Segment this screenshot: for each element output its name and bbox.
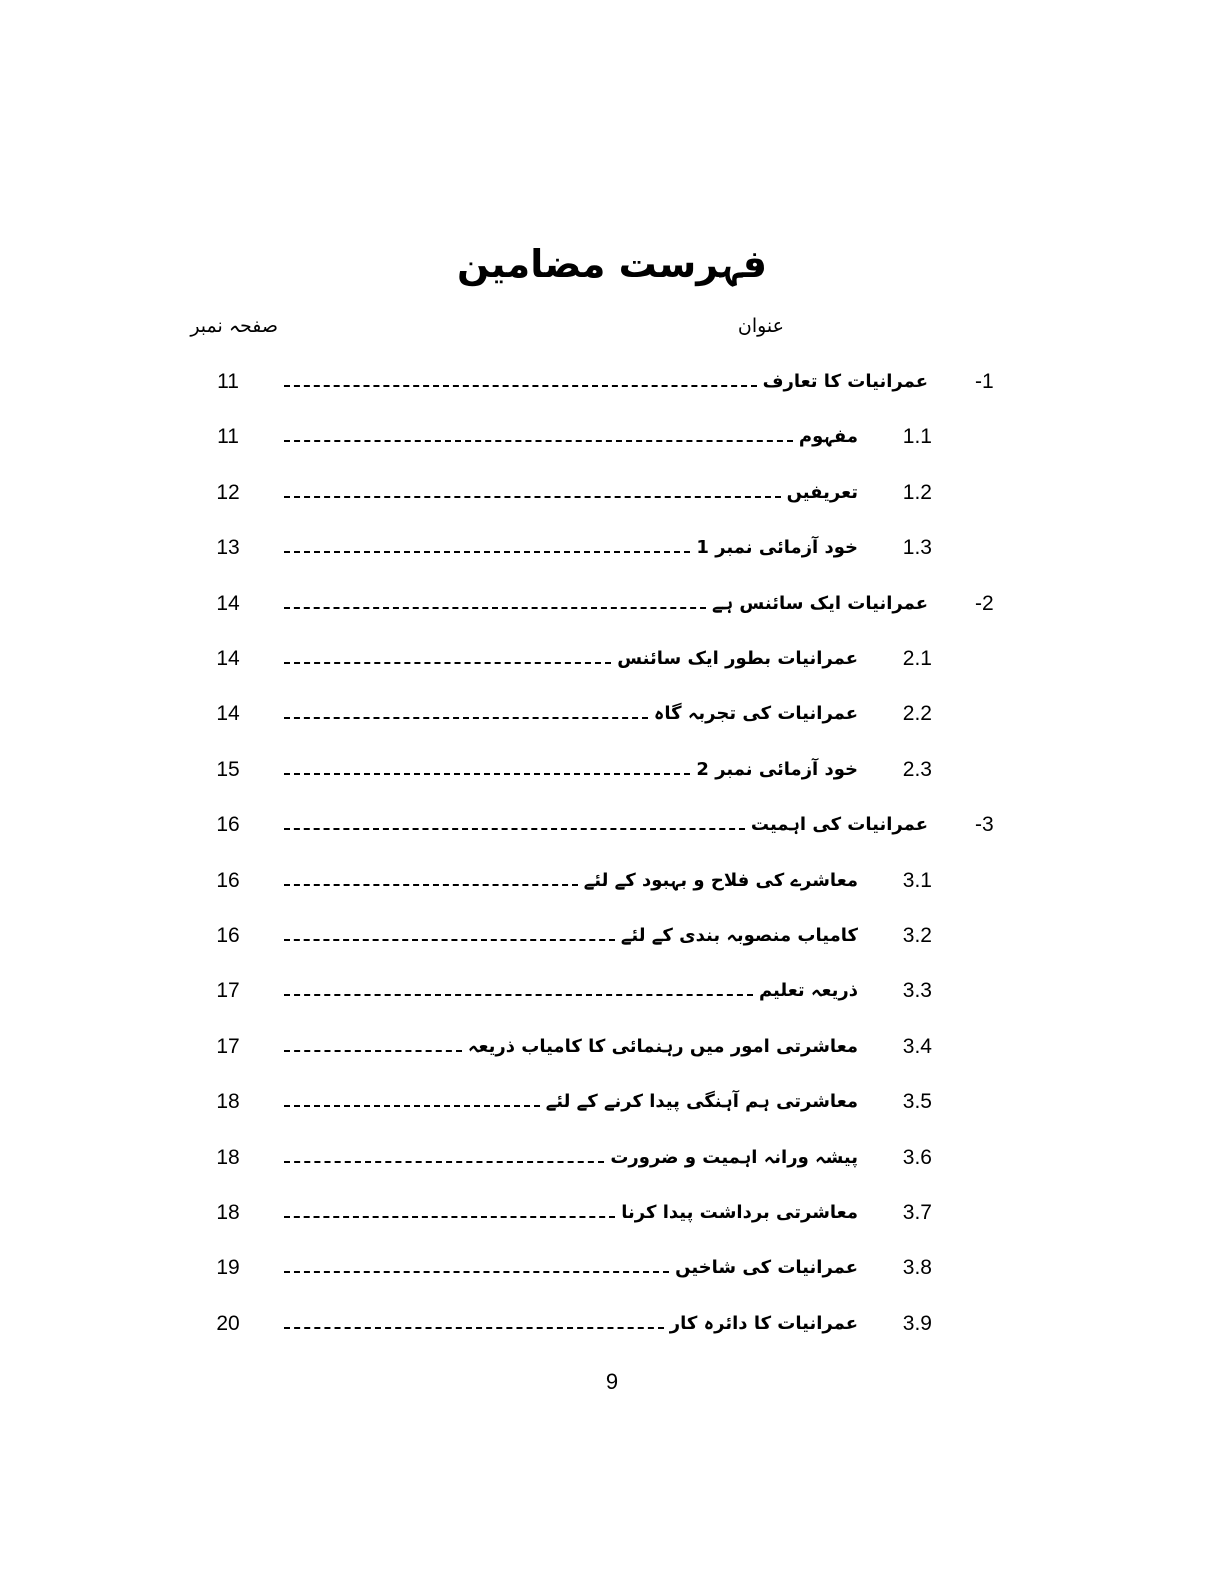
entry-page-number: 14 [216, 647, 240, 670]
dotted-leader [284, 1271, 669, 1273]
entry-title: پیشہ ورانہ اہمیت و ضرورت [610, 1146, 858, 1168]
entry-title: عمرانیات کا دائرہ کار [669, 1312, 858, 1334]
toc-entry[interactable] [0, 631, 1224, 687]
entry-title-with-leader [284, 1080, 858, 1124]
entry-title-with-leader [284, 748, 858, 792]
section-number: 1.2 [902, 480, 932, 504]
toc-entry[interactable] [0, 409, 1224, 465]
entry-title: معاشرتی برداشت پیدا کرنا [621, 1202, 858, 1223]
section-number: 1.1 [902, 425, 932, 449]
section-number: 3.4 [902, 1034, 932, 1058]
toc-entry[interactable] [0, 1240, 1224, 1296]
section-number: 3.3 [902, 979, 932, 1003]
section-number: 3.7 [902, 1201, 932, 1224]
entry-title: عمرانیات ایک سائنس ہے [712, 592, 928, 614]
entry-page-number: 16 [216, 924, 240, 947]
toc-entry[interactable] [0, 1074, 1224, 1130]
chapter-number: -2 [975, 591, 994, 615]
section-number: 2.1 [902, 647, 932, 670]
entry-page-number: 16 [216, 813, 240, 837]
entry-page-number: 15 [216, 757, 240, 781]
toc-entry[interactable] [0, 354, 1224, 410]
dotted-leader [284, 717, 648, 719]
toc-entry[interactable] [0, 797, 1224, 853]
entry-title: خود آزمائی نمبر 1 [696, 537, 858, 559]
section-number: 3.6 [902, 1145, 932, 1169]
entry-title: عمرانیات کا تعارف [762, 371, 928, 392]
entry-title-with-leader [284, 859, 858, 903]
toc-entry[interactable] [0, 520, 1224, 576]
entry-title: مفہوم [798, 426, 858, 448]
entry-page-number: 11 [217, 425, 239, 449]
toc-entry[interactable] [0, 1019, 1224, 1075]
toc-entry[interactable] [0, 686, 1224, 742]
dotted-leader [284, 662, 611, 664]
dotted-leader [284, 1216, 615, 1218]
toc-entry[interactable] [0, 1296, 1224, 1352]
dotted-leader [284, 385, 757, 387]
entry-page-number: 16 [216, 868, 240, 892]
toc-entry[interactable] [0, 465, 1224, 521]
entry-title: معاشرتی ہم آہنگی پیدا کرنے کے لئے [545, 1091, 858, 1113]
section-number: 2.3 [902, 757, 932, 781]
entry-page-number: 14 [216, 702, 240, 726]
dotted-leader [284, 884, 578, 886]
entry-title-with-leader [284, 692, 858, 736]
entry-page-number: 14 [216, 591, 240, 615]
chapter-number: -1 [975, 370, 994, 393]
title-column-header: عنوان [737, 315, 784, 337]
entry-page-number: 11 [217, 370, 239, 393]
entry-title: معاشرے کی فلاح و بہبود کے لئے [583, 869, 858, 891]
toc-entry[interactable] [0, 576, 1224, 632]
entry-page-number: 17 [216, 979, 240, 1003]
dotted-leader [284, 1105, 540, 1107]
section-number: 3.5 [902, 1090, 932, 1114]
entry-title: عمرانیات بطور ایک سائنس [617, 648, 858, 669]
section-number: 3.2 [902, 924, 932, 947]
section-number: 1.3 [902, 536, 932, 560]
toc-entry[interactable] [0, 1185, 1224, 1241]
entry-title-with-leader [284, 803, 928, 847]
entry-title: معاشرتی امور میں رہنمائی کا کامیاب ذریعہ [467, 1035, 858, 1057]
dotted-leader [284, 496, 781, 498]
entry-title-with-leader [284, 360, 928, 404]
toc-entry[interactable] [0, 963, 1224, 1019]
page-title: فہرست مضامین [456, 242, 768, 286]
entry-page-number: 20 [216, 1311, 240, 1335]
section-number: 2.2 [902, 702, 932, 726]
dotted-leader [284, 1050, 462, 1052]
entry-page-number: 18 [216, 1145, 240, 1169]
entry-title-with-leader [284, 914, 858, 958]
entry-title-with-leader [284, 1136, 858, 1180]
entry-title: عمرانیات کی تجربہ گاہ [653, 703, 858, 725]
entry-title: تعریفیں [786, 481, 858, 503]
entry-title-with-leader [284, 1025, 858, 1069]
entry-page-number: 13 [216, 536, 240, 560]
entry-title: خود آزمائی نمبر 2 [696, 758, 858, 780]
entry-title: ذریعہ تعلیم [758, 980, 858, 1002]
entry-title-with-leader [284, 1302, 858, 1346]
entry-title-with-leader [284, 415, 858, 459]
toc-entry[interactable] [0, 742, 1224, 798]
toc-entry[interactable] [0, 908, 1224, 964]
entry-title: عمرانیات کی شاخیں [675, 1257, 858, 1279]
entry-title-with-leader [284, 1246, 858, 1290]
entry-page-number: 18 [216, 1201, 240, 1224]
entry-title-with-leader [284, 1191, 858, 1235]
entry-page-number: 19 [216, 1256, 240, 1280]
dotted-leader [284, 607, 706, 609]
entry-title: عمرانیات کی اہمیت [750, 814, 928, 836]
section-number: 3.8 [902, 1256, 932, 1280]
entry-title-with-leader [284, 526, 858, 570]
entry-title-with-leader [284, 471, 858, 515]
dotted-leader [284, 939, 615, 941]
page-column-header: صفحہ نمبر [190, 315, 278, 337]
dotted-leader [284, 773, 690, 775]
dotted-leader [284, 828, 745, 830]
dotted-leader [284, 994, 753, 996]
footer-page-number: 9 [605, 1369, 619, 1394]
entry-page-number: 17 [216, 1034, 240, 1058]
dotted-leader [284, 1327, 664, 1329]
entry-title-with-leader [284, 637, 858, 681]
entry-title: کامیاب منصوبہ بندی کے لئے [620, 925, 858, 946]
section-number: 3.9 [902, 1311, 932, 1335]
entry-page-number: 18 [216, 1090, 240, 1114]
entry-title-with-leader [284, 969, 858, 1013]
toc-entry[interactable] [0, 853, 1224, 909]
chapter-number: -3 [975, 813, 994, 837]
dotted-leader [284, 1161, 604, 1163]
section-number: 3.1 [902, 868, 932, 892]
dotted-leader [284, 551, 690, 553]
toc-entry[interactable] [0, 1130, 1224, 1186]
dotted-leader [284, 440, 793, 442]
entry-page-number: 12 [216, 480, 240, 504]
entry-title-with-leader [284, 582, 928, 626]
